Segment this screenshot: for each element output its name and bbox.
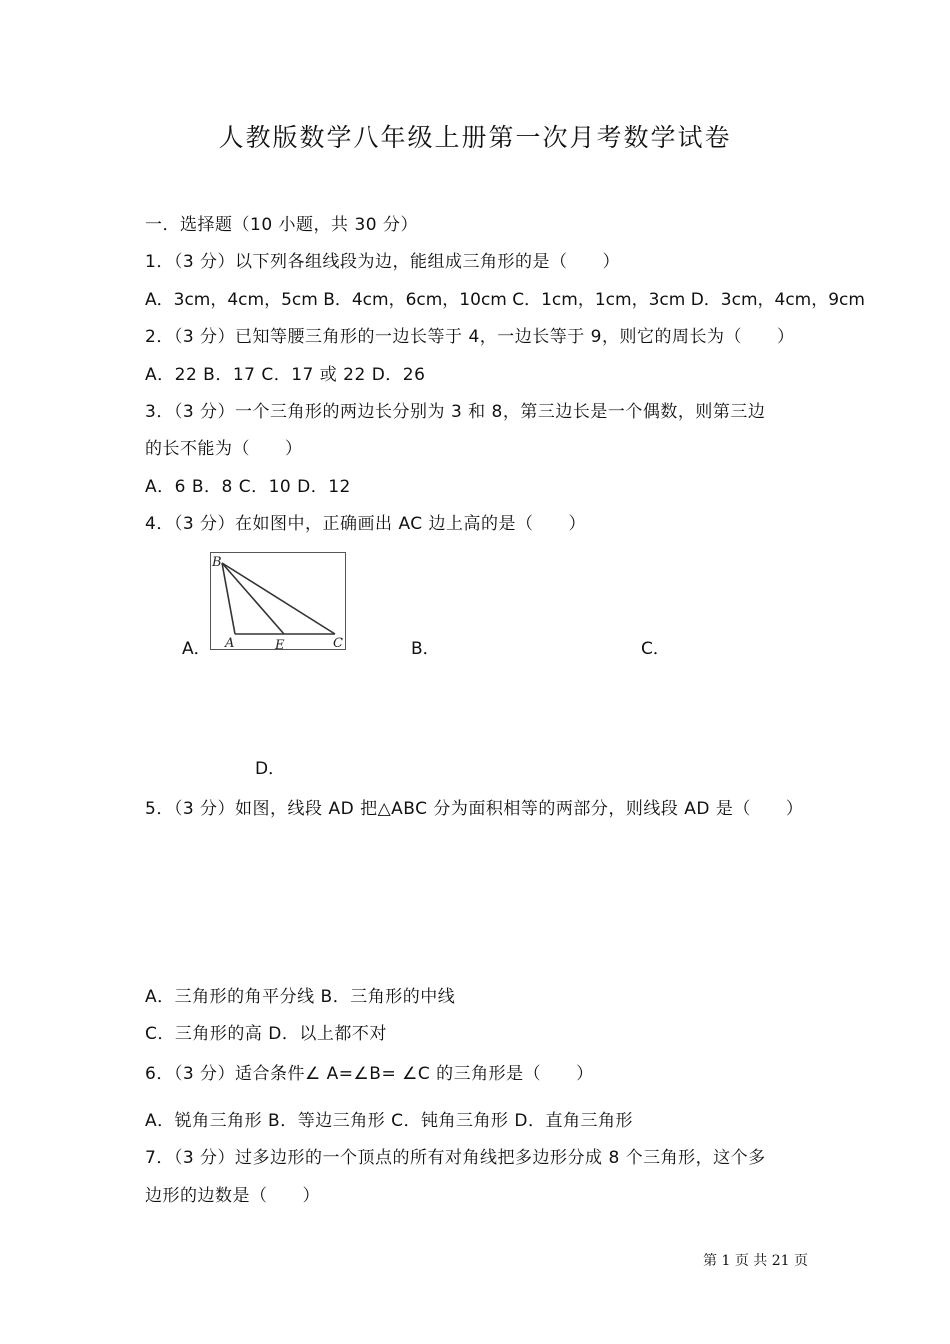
- question-1-stem: 1．（3 分）以下列各组线段为边，能组成三角形的是（ ）: [145, 252, 621, 272]
- question-7-stem-line1: 7．（3 分）过多边形的一个顶点的所有对角线把多边形分成 8 个三角形，这个多: [145, 1148, 766, 1168]
- question-2-options: A．22 B．17 C．17 或 22 D．26: [145, 365, 426, 385]
- question-3-options: A．6 B．8 C．10 D．12: [145, 477, 351, 497]
- question-4-option-a: A．: [182, 639, 211, 659]
- question-1-options: A．3cm，4cm，5cm B．4cm，6cm，10cm C．1cm，1cm，3cm D．3cm，4cm，9cm: [145, 290, 865, 310]
- question-3-stem-line1: 3．（3 分）一个三角形的两边长分别为 3 和 8，第三边长是一个偶数，则第三边: [145, 402, 766, 422]
- question-4-option-c: C．: [641, 639, 670, 659]
- question-4-option-d: D．: [255, 759, 286, 779]
- question-7-stem-line2: 边形的边数是（ ）: [145, 1186, 320, 1206]
- section-heading: 一．选择题（10 小题，共 30 分）: [145, 215, 418, 235]
- question-4-stem: 4．（3 分）在如图中，正确画出 AC 边上高的是（ ）: [145, 514, 587, 534]
- page-footer: 第 1 页 共 21 页: [703, 1253, 808, 1269]
- question-2-stem: 2．（3 分）已知等腰三角形的一边长等于 4，一边长等于 9，则它的周长为（ ）: [145, 327, 795, 347]
- question-6-stem: 6．（3 分）适合条件∠ A=∠B= ∠C 的三角形是（ ）: [145, 1064, 594, 1084]
- figure-label-e: E: [275, 638, 285, 649]
- figure-label-c: C: [333, 636, 343, 649]
- figure-label-a: A: [225, 636, 235, 649]
- question-3-stem-line2: 的长不能为（ ）: [145, 439, 303, 459]
- page-title: 人教版数学八年级上册第一次月考数学试卷: [218, 123, 732, 152]
- question-5-options-line1: A．三角形的角平分线 B．三角形的中线: [145, 987, 456, 1007]
- figure-label-b: B: [212, 555, 222, 570]
- question-6-options: A．锐角三角形 B．等边三角形 C．钝角三角形 D．直角三角形: [145, 1111, 633, 1131]
- question-4-figure-a: [210, 552, 346, 650]
- question-5-options-line2: C．三角形的高 D．以上都不对: [145, 1024, 387, 1044]
- question-5-stem: 5．（3 分）如图，线段 AD 把△ABC 分为面积相等的两部分，则线段 AD 是（ ）: [145, 799, 804, 819]
- question-4-option-b: B．: [411, 639, 440, 659]
